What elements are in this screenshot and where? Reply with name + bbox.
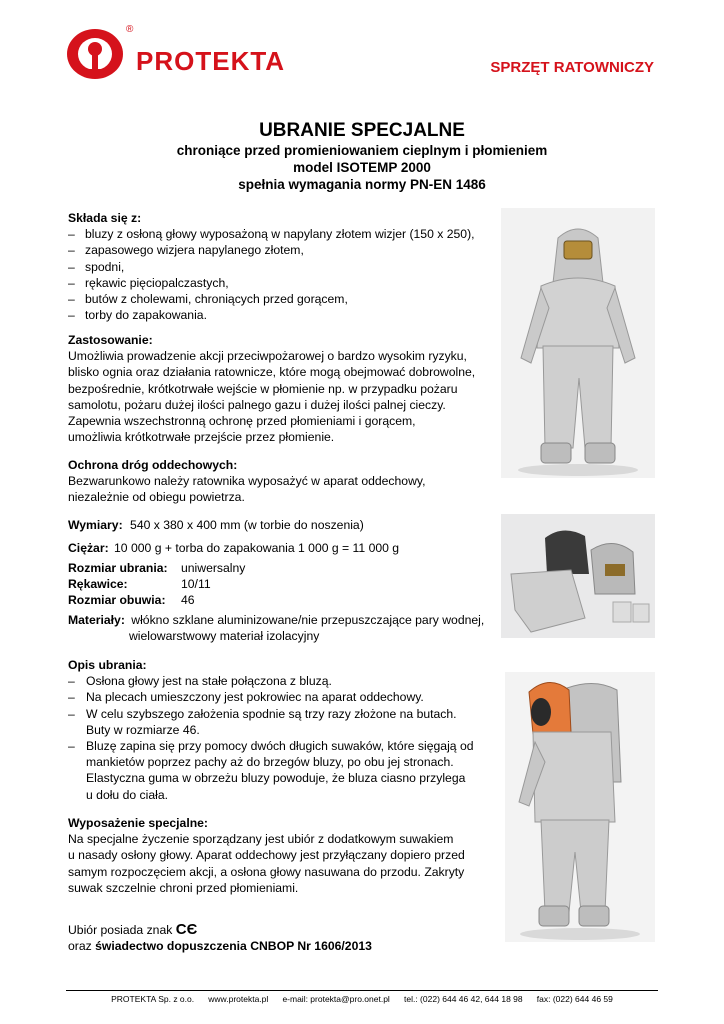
text-line: bezpośrednie, krótkotrwałe wejście w płomienie np. w przypadku pożaru xyxy=(68,381,458,396)
dimensions-label: Wymiary: xyxy=(68,518,123,532)
weight-value: 10 000 g + torba do zapakowania 1 000 g = 11 000 g xyxy=(114,541,400,555)
section-ochrona xyxy=(68,457,498,506)
header-tagline: SPRZĘT RATOWNICZY xyxy=(490,59,654,76)
section-heading: Składa się z: xyxy=(68,211,142,225)
section-heading: Ochrona dróg oddechowych: xyxy=(68,458,238,472)
list-item xyxy=(68,689,498,705)
weight-label: Ciężar: xyxy=(68,541,109,555)
size-label: Rozmiar ubrania: xyxy=(68,561,168,575)
list-item xyxy=(68,673,498,689)
text-line: Buty w rozmiarze 46. xyxy=(86,722,200,737)
section-opis xyxy=(68,657,498,803)
text-line: – Bluzę zapina się przy pomocy dwóch długich suwaków, które sięgają od xyxy=(86,739,474,754)
list-item: – bluzy z osłoną głowy wyposażoną w napylany złotem wizjer (150 x 250), xyxy=(68,226,488,242)
registered-mark: ® xyxy=(126,24,134,35)
suit-side-photo xyxy=(505,672,655,942)
list-item xyxy=(68,706,498,738)
list-item: – rękawic pięciopalczastych, xyxy=(68,275,488,291)
page-title: UBRANIE SPECJALNE xyxy=(259,120,465,141)
section-heading: Zastosowanie: xyxy=(68,333,153,347)
title-block xyxy=(0,120,724,193)
size-value: uniwersalny xyxy=(181,561,246,575)
text-line: u dołu do ciała. xyxy=(86,787,168,802)
section-heading: Wyposażenie specjalne: xyxy=(68,816,208,830)
dimensions-value: 540 x 380 x 400 mm (w torbie do noszenia) xyxy=(130,518,364,532)
materials-line-1: włókno szklane aluminizowane/nie przepuszczające pary wodnej, xyxy=(131,613,485,627)
text-line: niezależnie od obiegu powietrza. xyxy=(68,490,245,505)
weight-row xyxy=(68,540,498,556)
section-materialy xyxy=(68,612,508,644)
text-line: u nasady osłony głowy. Aparat oddechowy jest przyłączany dopiero przed xyxy=(68,848,465,863)
text-line: Zapewnia wszechstronną ochronę przed płomieniami i gorącem, xyxy=(68,414,416,429)
section-sklada xyxy=(68,210,488,323)
size-row xyxy=(68,560,368,576)
list-item: – zapasowego wizjera napylanego złotem, xyxy=(68,242,488,258)
certificate-block xyxy=(68,922,498,954)
description-list xyxy=(68,673,498,803)
ce-mark: CЄ xyxy=(175,921,198,938)
subtitle-line-1: chroniące przed promieniowaniem cieplnym i płomieniem xyxy=(176,143,548,158)
list-item: – spodni, xyxy=(68,259,488,275)
cert-line-1: Ubiór posiada znak xyxy=(68,923,173,937)
text-line: blisko ognia oraz działania ratownicze, które mogą obejmować dobrowolne, xyxy=(68,365,476,380)
text-line: umożliwia krótkotrwałe przejście przez płomienie. xyxy=(68,430,335,445)
footer-contact: PROTEKTA Sp. z o.o. www.protekta.pl e-mail: protekta@pro.onet.pl tel.: (022) 644 46 42, 644 18 98 fax: (022) 644 46 59 xyxy=(111,994,613,1004)
subtitle-line-2: model ISOTEMP 2000 xyxy=(293,160,431,175)
size-row xyxy=(68,592,368,608)
text-line: – Na plecach umieszczony jest pokrowiec na aparat oddechowy. xyxy=(86,690,424,705)
text-line: – W celu szybszego założenia spodnie są trzy razy złożone na butach. xyxy=(86,706,457,721)
text-line: Bezwarunkowo należy ratownika wyposażyć w aparat oddechowy, xyxy=(68,474,426,489)
size-value: 10/11 xyxy=(181,577,211,592)
brand-name: PROTEKTA xyxy=(136,46,286,76)
footer-divider xyxy=(66,990,658,991)
section-heading: Opis ubrania: xyxy=(68,658,147,672)
text-line: samym rozpoczęciem akcji, a osłona głowy nasuwana do przodu. Zakryty xyxy=(68,864,465,879)
components-list xyxy=(68,226,488,323)
text-line: mankietów poprzez pachy aż do brzegów bluzy, po obu jej stronach. xyxy=(86,755,454,770)
text-line: Na specjalne życzenie sporządzany jest ubiór z dodatkowym suwakiem xyxy=(68,832,454,847)
text-line: Umożliwia prowadzenie akcji przeciwpożarowej o bardzo wysokim ryzyku, xyxy=(68,349,467,364)
cert-prefix: oraz xyxy=(68,939,92,954)
size-label: Rozmiar obuwia: xyxy=(68,593,166,608)
list-item xyxy=(68,738,498,803)
text-line: suwak szczelnie chroni przed płomieniami. xyxy=(68,880,299,895)
subtitle-line-3: spełnia wymagania normy PN-EN 1486 xyxy=(238,177,486,192)
list-item: – torby do zapakowania. xyxy=(68,307,488,323)
size-value: 46 xyxy=(181,593,195,608)
list-item: – butów z cholewami, chroniących przed gorącem, xyxy=(68,291,488,307)
text-line: samolotu, pożaru dużej ilości palnego gazu i dużej ilości palnej cieczy. xyxy=(68,397,446,412)
section-wyposazenie xyxy=(68,815,498,896)
materials-line-2: wielowarstwowy materiał izolacyjny xyxy=(129,629,320,644)
dimensions-row xyxy=(68,517,498,533)
materials-label: Materiały: xyxy=(68,613,125,627)
text-line: – Osłona głowy jest na stałe połączona z bluzą. xyxy=(86,674,332,689)
section-zastosowanie xyxy=(68,332,498,445)
sizes-table xyxy=(68,560,368,609)
protekta-logo-icon xyxy=(66,28,124,80)
cert-number: świadectwo dopuszczenia CNBOP Nr 1606/2013 xyxy=(95,939,372,954)
size-row xyxy=(68,576,368,592)
text-line: Elastyczna guma w obrzeżu bluzy powoduje, że bluza ciasno przylega xyxy=(86,771,466,786)
suit-front-photo xyxy=(501,208,655,478)
kit-components-photo xyxy=(501,514,655,638)
size-label: Rękawice: xyxy=(68,577,128,592)
